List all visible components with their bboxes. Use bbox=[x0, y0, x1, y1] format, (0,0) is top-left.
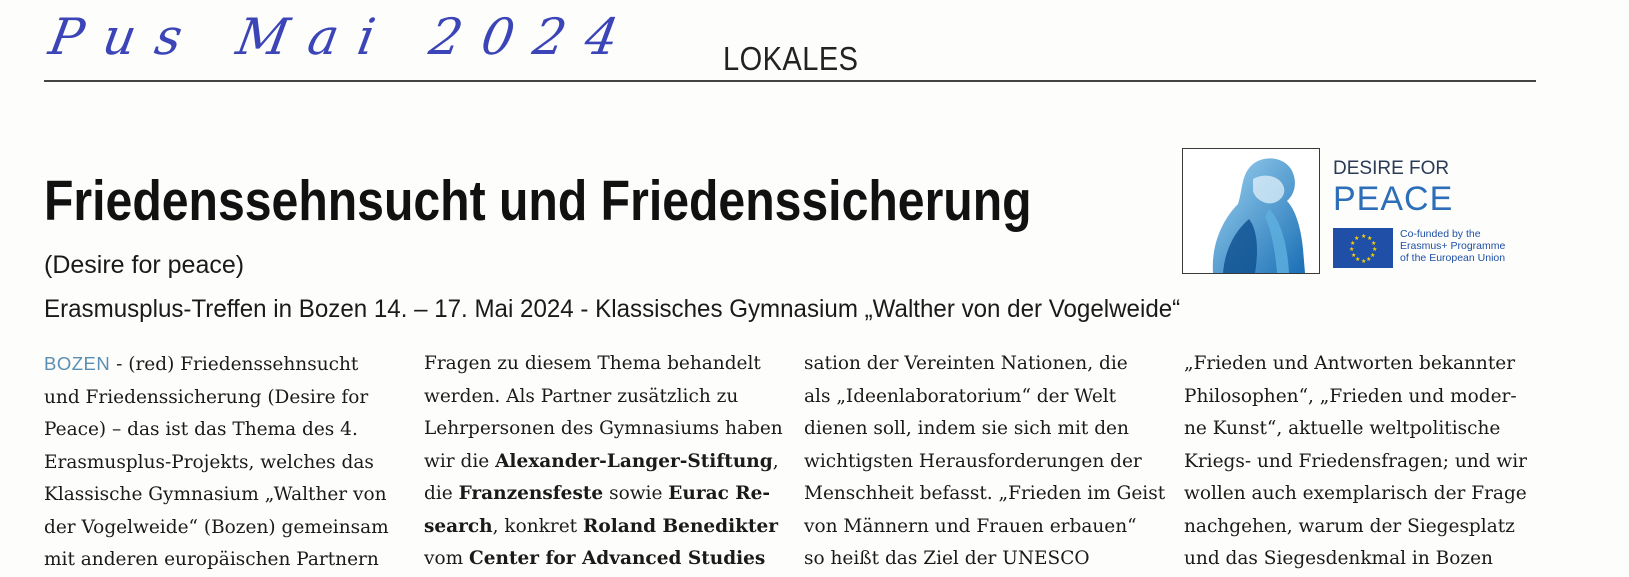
line-text: , konkret bbox=[492, 515, 583, 537]
article-column-4 bbox=[1184, 348, 1542, 576]
bold-name: Alexander-Langer-Stiftung bbox=[495, 450, 773, 472]
column-line: so heißt das Ziel der UNESCO bbox=[804, 548, 1090, 569]
eu-text-line: Erasmus+ Programme bbox=[1400, 240, 1506, 252]
logo-desire-for-text: DESIRE FOR bbox=[1333, 158, 1450, 179]
eu-flag-icon bbox=[1333, 228, 1393, 268]
bold-name: Roland Benedikter bbox=[582, 515, 779, 537]
article-subhead: Erasmusplus-Treffen in Bozen 14. – 17. Mai 2024 - Klassisches Gymnasium „Walther von der Vogelweide“ bbox=[44, 295, 1181, 323]
column-line bbox=[424, 478, 782, 511]
logo-peace-text: PEACE bbox=[1333, 180, 1454, 218]
line-text: die bbox=[424, 483, 459, 504]
dateline: BOZEN bbox=[44, 353, 111, 374]
article-column-3 bbox=[804, 348, 1166, 576]
column-line: und das Siegesdenkmal in Bozen bbox=[1184, 548, 1493, 569]
bold-name: search bbox=[424, 515, 493, 537]
column-line: dienen soll, indem sie sich mit den bbox=[804, 418, 1129, 439]
line-text: - (red) Friedenssehnsucht bbox=[110, 354, 359, 375]
column-line: von Männern und Frauen erbauen“ bbox=[804, 515, 1137, 537]
article-headline: Friedenssehnsucht und Friedenssicherung bbox=[44, 169, 1032, 233]
column-line: werden. Als Partner zusätzlich zu bbox=[424, 385, 739, 407]
svg-text:★: ★ bbox=[1361, 258, 1367, 265]
column-line: Klassische Gymnasium „Walther von bbox=[44, 484, 387, 505]
svg-text:★: ★ bbox=[1354, 235, 1360, 242]
bold-name: Eurac Re- bbox=[668, 483, 771, 504]
bold-name: Franzensfeste bbox=[458, 483, 604, 504]
column-line: nachgehen, warum der Siegesplatz bbox=[1184, 515, 1515, 537]
column-line bbox=[44, 348, 402, 382]
column-line: Erasmusplus-Projekts, welches das bbox=[44, 451, 374, 473]
article-subtitle: (Desire for peace) bbox=[44, 251, 245, 279]
svg-text:★: ★ bbox=[1372, 246, 1378, 253]
column-line: „Frieden und Antworten bekannter bbox=[1184, 353, 1516, 374]
handwritten-date-note: Pus Mai 2024 bbox=[44, 8, 643, 66]
header-rule bbox=[44, 80, 1536, 82]
column-line: Philosophen“, „Frieden und moder- bbox=[1184, 385, 1517, 407]
column-line: als „Ideenlaboratorium“ der Welt bbox=[804, 385, 1117, 407]
svg-text:★: ★ bbox=[1355, 256, 1361, 263]
svg-text:★: ★ bbox=[1371, 240, 1377, 247]
column-line: Fragen zu diesem Thema behandelt bbox=[424, 353, 761, 374]
statue-illustration bbox=[1183, 149, 1319, 273]
line-text: vom bbox=[424, 548, 470, 569]
line-text: , bbox=[772, 450, 779, 472]
eu-text-line: of the European Union bbox=[1400, 252, 1506, 264]
column-line: Peace) – das ist das Thema des 4. bbox=[44, 419, 358, 440]
svg-text:★: ★ bbox=[1366, 256, 1372, 263]
column-line: der Vogelweide“ (Bozen) gemeinsam bbox=[44, 516, 389, 538]
bold-name: Center for Advanced Studies bbox=[469, 548, 766, 569]
column-line: ne Kunst“, aktuelle weltpolitische bbox=[1184, 418, 1501, 439]
column-line bbox=[424, 511, 782, 544]
column-line: sation der Vereinten Nationen, die bbox=[804, 353, 1128, 374]
column-line: Menschheit befasst. „Frieden im Geist bbox=[804, 483, 1166, 504]
line-text: wir die bbox=[424, 450, 496, 472]
statue-image bbox=[1182, 148, 1320, 274]
section-label: LOKALES bbox=[723, 40, 859, 77]
eu-text-line: Co-funded by the bbox=[1400, 228, 1481, 240]
svg-text:★: ★ bbox=[1361, 233, 1367, 240]
column-line bbox=[424, 543, 782, 576]
column-line: Lehrpersonen des Gymnasiums haben bbox=[424, 418, 783, 439]
article-column-1 bbox=[44, 348, 402, 577]
svg-text:★: ★ bbox=[1350, 240, 1356, 247]
svg-text:★: ★ bbox=[1367, 235, 1373, 242]
svg-text:★: ★ bbox=[1370, 252, 1376, 259]
svg-text:★: ★ bbox=[1351, 252, 1357, 259]
eu-cofunded-text bbox=[1400, 228, 1540, 264]
column-line bbox=[424, 446, 782, 479]
column-line: mit anderen europäischen Partnern bbox=[44, 549, 379, 570]
column-line: und Friedenssicherung (Desire for bbox=[44, 386, 369, 408]
column-line: wichtigsten Herausforderungen der bbox=[804, 450, 1142, 472]
column-line: Kriegs- und Friedensfragen; und wir bbox=[1184, 450, 1527, 472]
column-line: wollen auch exemplarisch der Frage bbox=[1184, 483, 1527, 504]
line-text: sowie bbox=[603, 483, 669, 504]
svg-text:★: ★ bbox=[1349, 246, 1355, 253]
article-column-2 bbox=[424, 348, 782, 576]
